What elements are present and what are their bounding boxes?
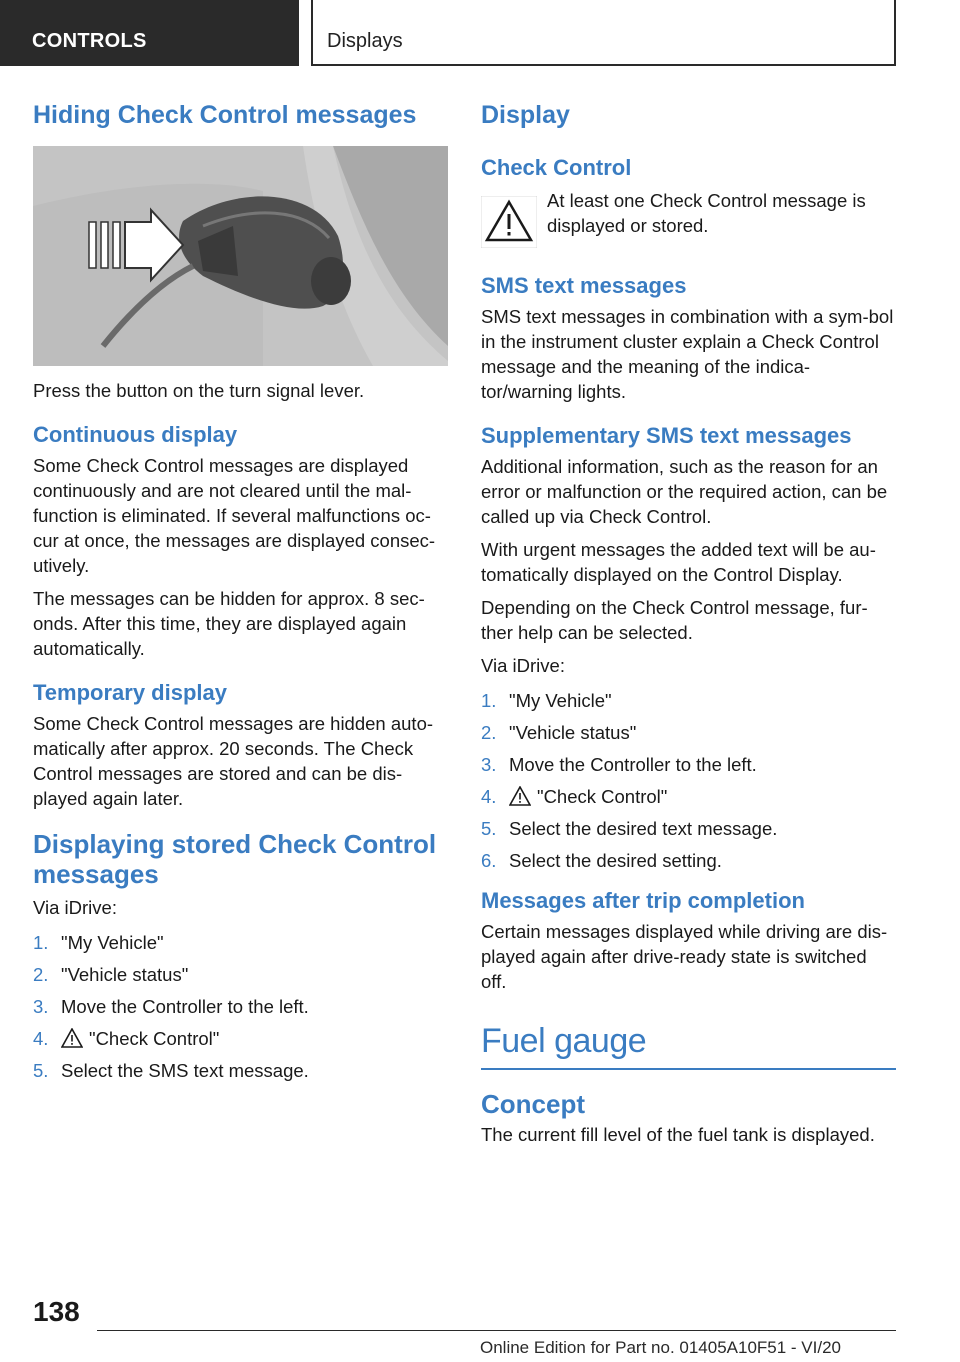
turn-signal-lever-photo [33,146,448,366]
supplementary-text-3: Depending on the Check Control message, fur-ther help can be selected. [481,597,868,643]
concept-heading: Concept [481,1089,585,1119]
after-trip-heading: Messages after trip completion [481,888,805,913]
stored-messages-heading: Displaying stored Check Control messages [33,829,437,889]
hiding-messages-title: Hiding Check Control messages [33,101,417,129]
check-control-row [481,188,896,260]
section-label: CONTROLS [32,30,147,52]
right-column [481,100,896,1147]
continuous-display-text-2: The messages can be hidden for approx. 8 sec-onds. After this time, they are displayed again automatically. [33,588,425,659]
page-number: 138 [33,1296,80,1327]
edition-label: Online Edition for Part no. 01405A10F51 - VI/20 [480,1338,842,1357]
check-control-text: At least one Check Control message is displayed or stored. [547,190,866,236]
list-item: 4. "Check Control" [33,1028,220,1049]
supplementary-steps-list [481,688,896,873]
stored-steps-list [33,930,448,1083]
list-item: 2. "Vehicle status" [481,722,637,743]
chapter-label: Displays [327,30,403,52]
supplementary-sms-heading: Supplementary SMS text messages [481,423,852,448]
stored-via-idrive: Via iDrive: [33,897,117,918]
supplementary-text-2: With urgent messages the added text will be au-tomatically displayed on the Control Display. [481,539,876,585]
supplementary-via-idrive: Via iDrive: [481,655,565,676]
left-column [33,100,448,1090]
warning-triangle-icon [61,1028,83,1048]
section-divider [481,1068,896,1070]
after-trip-text: Certain messages displayed while driving are dis-played again after drive-ready state is switched off. [481,921,888,992]
warning-triangle-icon [481,196,537,248]
sms-text: SMS text messages in combination with a sym-bol in the instrument cluster explain a Check Control message and the meaning of the indica-tor/warning lights. [481,306,894,402]
list-item: 4. "Check Control" [481,786,668,807]
list-item: 1. "My Vehicle" [481,690,612,711]
display-title: Display [481,101,570,129]
list-item: 5. Select the desired text message. [481,818,778,839]
section-tab [0,0,299,66]
footer-divider [97,1330,896,1331]
concept-text: The current fill level of the fuel tank is displayed. [481,1124,875,1145]
temporary-display-text: Some Check Control messages are hidden auto-matically after approx. 20 seconds. The Check Control messages are stored and can be dis-played again later. [33,713,434,809]
list-item: 3. Move the Controller to the left. [33,996,309,1017]
sms-heading: SMS text messages [481,273,687,298]
photo-caption: Press the button on the turn signal lever. [33,380,365,401]
list-item: 1. "My Vehicle" [33,932,164,953]
continuous-display-text-1: Some Check Control messages are displayed continuously and are not cleared until the mal-function is eliminated. If several malfunctions oc-cur at once, the messages are displayed consec-utively. [33,455,436,576]
warning-symbol [481,196,537,248]
continuous-display-heading: Continuous display [33,422,238,447]
warning-triangle-icon [509,786,531,806]
chapter-tab [311,0,896,66]
temporary-display-heading: Temporary display [33,680,227,705]
supplementary-text-1: Additional information, such as the reason for an error or malfunction or the required action, can be called up via Check Control. [481,456,888,527]
list-item: 2. "Vehicle status" [33,964,189,985]
list-item: 3. Move the Controller to the left. [481,754,757,775]
list-item: 6. Select the desired setting. [481,850,722,871]
list-item: 5. Select the SMS text message. [33,1060,309,1081]
fuel-gauge-title: Fuel gauge [481,1022,647,1060]
check-control-heading: Check Control [481,155,632,180]
